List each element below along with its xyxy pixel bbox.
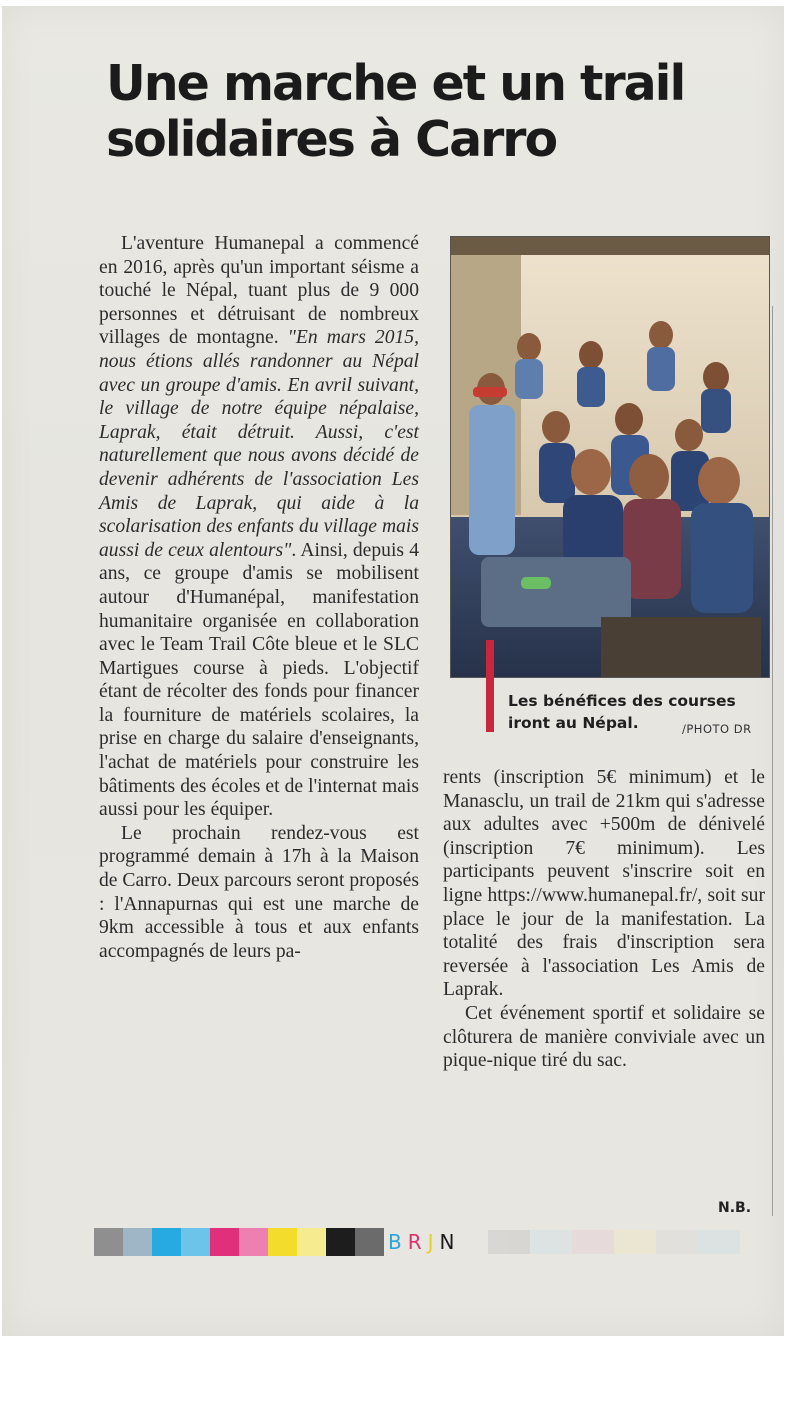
color-swatch: [152, 1228, 181, 1256]
author-signature: N.B.: [718, 1200, 752, 1216]
registration-letter: R: [407, 1230, 426, 1254]
photo-caption: Les bénéfices des courses iront au Népal.: [508, 692, 736, 732]
registration-letter: B: [388, 1230, 406, 1254]
print-color-bar-faint: [488, 1230, 740, 1254]
headline-line-2: solidaires à Carro: [106, 111, 557, 168]
print-color-bar: [94, 1228, 384, 1256]
color-swatch: [181, 1228, 210, 1256]
color-swatch: [94, 1228, 123, 1256]
article-headline: [106, 56, 776, 168]
newspaper-clipping: [2, 6, 784, 1336]
color-swatch-faint: [698, 1230, 740, 1254]
intro-text: L'aventure Humanepal a commencé en 2016, après qu'un important séisme a touché le Népal, tuant plus de 9 000 personnes et détruisant de nombreux villages de montagne.: [99, 233, 419, 349]
paragraph-1-continued: . Ainsi, depuis 4 ans, ce groupe d'amis se mobilisent autour d'Humanépal, manifestation humanitaire organisée en collaboration avec le Team Trail Côte bleue et le SLC Martigues course à pieds. L'objectif étant de récolter des fonds pour financer la fourniture de matériels scolaires, la prise en charge du salaire d'enseignants, l'achat de matériels pour construire les bâtiments des écoles et de l'internat mais aussi pour les équiper.: [99, 539, 419, 821]
print-registration-letters: [388, 1230, 461, 1254]
article-paragraph-4: Cet événement sportif et solidaire se clôturera de manière conviviale avec un pique-nique tiré du sac.: [443, 1002, 765, 1072]
photo-credit: /PHOTO DR: [682, 722, 752, 736]
color-swatch-faint: [530, 1230, 572, 1254]
color-swatch-faint: [656, 1230, 698, 1254]
color-swatch-faint: [488, 1230, 530, 1254]
article-photo: [450, 236, 770, 678]
article-column-left: [99, 232, 419, 963]
color-swatch: [123, 1228, 152, 1256]
color-swatch: [297, 1228, 326, 1256]
color-swatch: [239, 1228, 268, 1256]
article-column-right: [443, 766, 765, 1073]
registration-letter: J: [427, 1230, 438, 1254]
color-swatch-faint: [572, 1230, 614, 1254]
headline-line-1: Une marche et un trail: [106, 55, 685, 112]
article-paragraph-1: [99, 232, 419, 822]
color-swatch-faint: [614, 1230, 656, 1254]
color-swatch: [210, 1228, 239, 1256]
column-rule: [772, 306, 773, 1216]
article-paragraph-2: Le prochain rendez-vous est programmé demain à 17h à la Maison de Carro. Deux parcours seront proposés : l'Annapurnas qui est une marche de 9km accessible à tous et aux enfants accompagnés de leurs pa-: [99, 822, 419, 962]
article-paragraph-3: rents (inscription 5€ minimum) et le Manasclu, un trail de 21km qui s'adresse aux adultes avec +500m de dénivelé (inscription 7€ minimum). Les participants peuvent s'inscrire soit en ligne https://www.humanepal.fr/, soit sur place le jour de la manifestation. La totalité des frais d'inscription sera reversée à l'association Les Amis de Laprak.: [443, 767, 765, 1001]
quote-text: "En mars 2015, nous étions allés randonner au Népal avec un groupe d'amis. En avril suivant, le village de notre équipe népalaise, Laprak, était détruit. Aussi, c'est naturellement que nous avons décidé de devenir adhérents de l'association Les Amis de Laprak, qui aide à la scolarisation des enfants du village mais aussi de ceux alentours": [99, 327, 419, 561]
color-swatch: [268, 1228, 297, 1256]
color-swatch: [326, 1228, 355, 1256]
color-swatch: [355, 1228, 384, 1256]
registration-letter: N: [439, 1230, 459, 1254]
caption-accent-bar: [486, 640, 494, 732]
